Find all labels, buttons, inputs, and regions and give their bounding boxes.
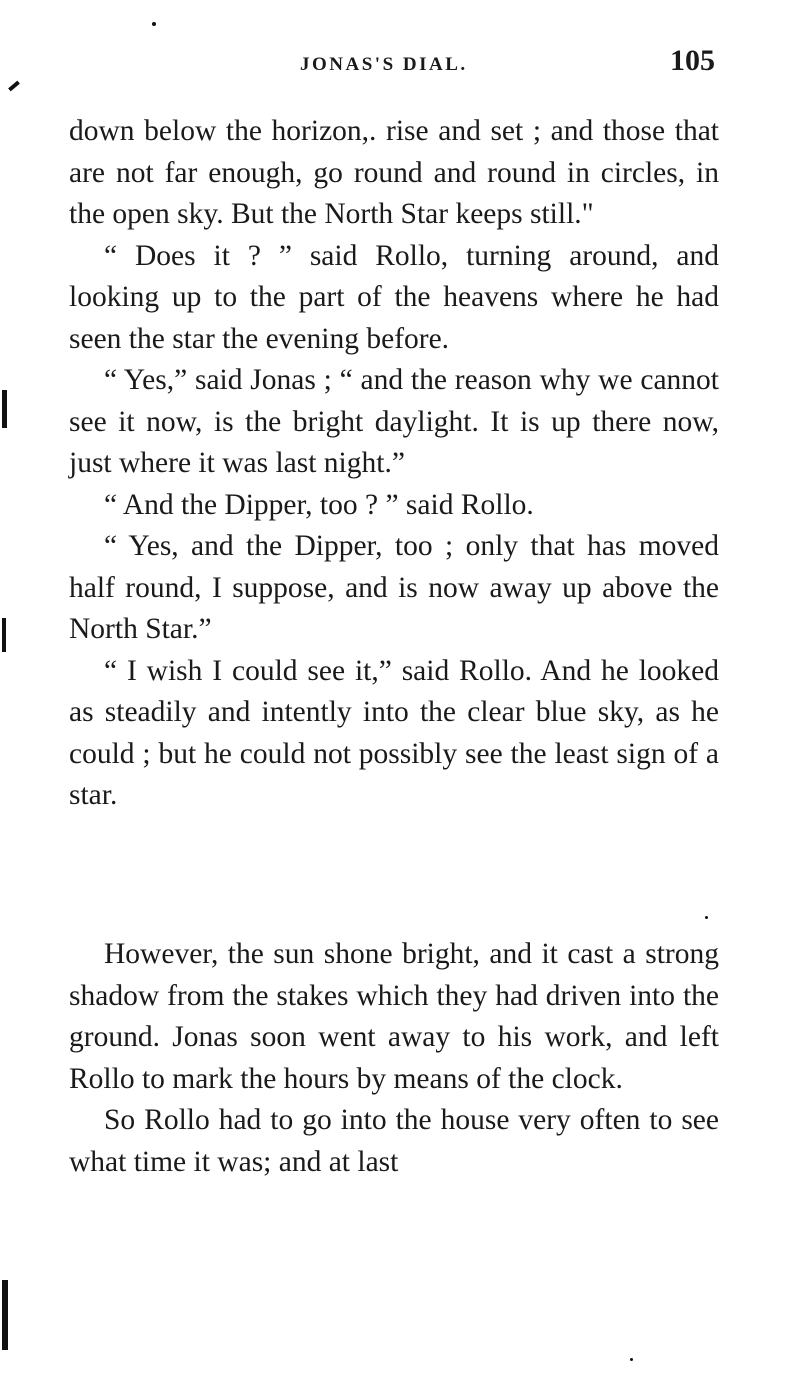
body-text-section-2: [69, 934, 719, 1183]
page-header: [0, 44, 785, 84]
paragraph: “ Yes,” said Jonas ; “ and the reason why we cannot see it now, is the bright daylight. It is up there now, just where it was last night.”: [69, 364, 719, 479]
running-title: JONAS'S DIAL.: [300, 54, 468, 75]
paragraph: “ Does it ? ” said Rollo, turning around, and looking up to the part of the heavens where he had seen the star the evening before.: [69, 239, 719, 355]
paragraph: “ Yes, and the Dipper, too ; only that has moved half round, I suppose, and is now away up above the North Star.”: [69, 530, 719, 645]
page-number: 105: [670, 44, 715, 77]
scan-mark: [2, 1280, 8, 1350]
paragraph: “ And the Dipper, too ? ” said Rollo.: [104, 488, 534, 521]
scan-mark: [705, 916, 708, 919]
scan-mark: [2, 390, 7, 428]
paragraph: However, the sun shone bright, and it cast a strong shadow from the stakes which they had driven into the ground. Jonas soon went away to his work, and left Rollo to mark the hours by means of the clock.: [69, 938, 719, 1095]
scan-mark: [630, 1358, 633, 1361]
scan-mark: [2, 618, 6, 652]
body-text-section-1: [69, 111, 719, 817]
paragraph: down below the horizon,. rise and set ; and those that are not far enough, go round and round in circles, in the open sky. But the North Star keeps still.": [69, 115, 719, 230]
paragraph: So Rollo had to go into the house very often to see what time it was; and at last: [69, 1104, 719, 1178]
paragraph: “ I wish I could see it,” said Rollo. And he looked as steadily and intently into the clear blue sky, as he could ; but he could not possibly see the least sign of a star.: [69, 654, 719, 811]
scan-mark: [152, 22, 156, 26]
